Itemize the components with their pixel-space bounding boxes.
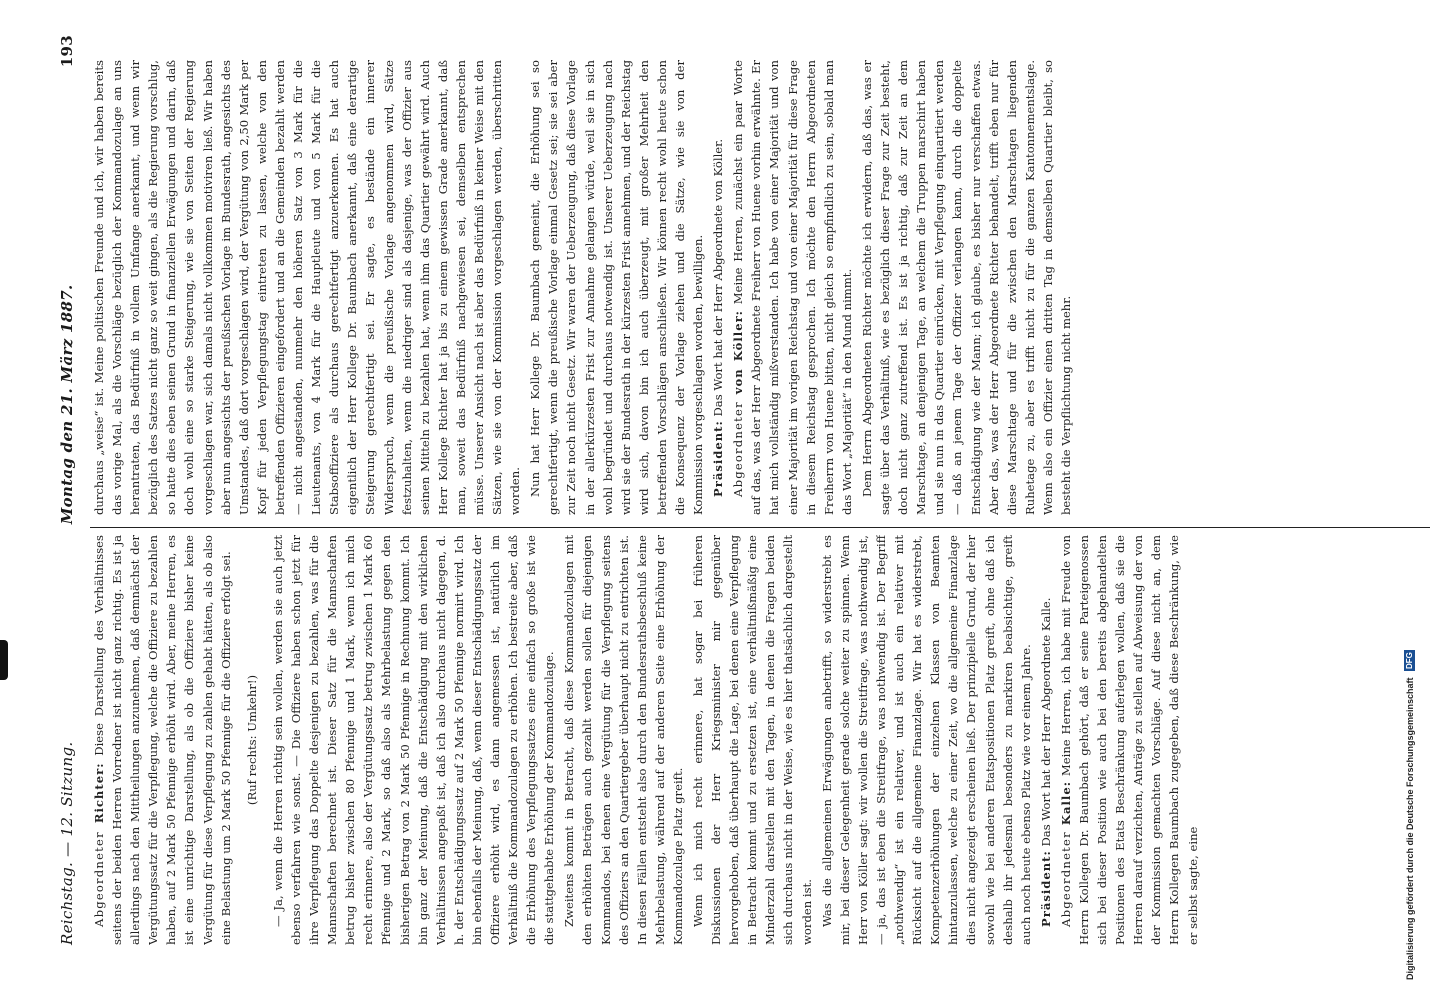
digitization-text: Digitalisierung gefördert durch die Deutsche Forschungsgemeinschaft <box>1405 677 1415 980</box>
speaker-name: von Köller: <box>731 310 746 395</box>
paragraph: Was die allgemeinen Erwägungen anbetrifft, so widerstrebt es mir, bei dieser Gelegenheit gerade solche weiter zu spinnen. Wenn Herr von Köller sagt: wir wollen die Streitfrage, was nothwendig ist, — ja, das ist eben die Streitfrage, was nothwendig ist. Der Begriff „nothwendig“ ist ein relativer, und ist auch ein relativer mit Rücksicht auf die allgemeine Finanzlage. Wir hat es widerstrebt, Kompetenzerhöhungen der einzelnen Klassen von Beamten hintanzulassen, welche zu einer Zeit, wo die allgemeine Finanzlage dies nicht angezeigt erscheinen ließ. Der prinzipielle Grund, der hier sowohl wie bei anderen Etatspositionen Platz greift, ohne daß ich deshalb ihr jedesmal besonders zu markiren beabsichtige, greift auch noch heute ebenso Platz wie vor einem Jahre. <box>819 535 1033 945</box>
speaker-name: Präsident: <box>1038 850 1053 927</box>
right-column <box>90 60 1432 515</box>
page-header <box>58 35 82 945</box>
speaker-prefix: Abgeordneter <box>731 394 746 497</box>
speaker-name: Präsident: <box>711 420 726 497</box>
scan-edge-mark <box>0 640 8 680</box>
speaker-paragraph <box>1037 535 1055 945</box>
speech-text: Meine Herren, ich habe mit Freude von Herrn Kollegen Dr. Baumbach gehört, daß er seine Parteigenossen sich bei dieser Position wie auch bei den bereits abgehandelten Positionen des Etats Beschränkung auferlegen wollen, daß sie die Herren darauf verzichten, Anträge zu stellen auf Abweisung der von der Kommission gemachten Vorschläge. Auf diese nicht an, dem Herrn Kollegen Baumbach zugegeben, daß diese Beschränkung, wie er selbst sagte, eine <box>1058 535 1200 945</box>
header-date: Montag den 21. März 1887. <box>58 284 76 525</box>
speech-text: Diese Darstellung des Verhältnisses seitens der beiden Herren Vorredner ist nicht ganz richtig. Es ist ja allerdings nach den Mittheilungen anzunehmen, daß demnächst der Vergütungssatz für die Verpflegung, welche die Offiziere zu bezahlen haben, auf 2 Mark 50 Pfennige erhöht wird. Aber, meine Herren, es ist eine unrichtige Darstellung, als ob die Offiziere bisher keine Vergütung für diese Verpflegung zu zahlen gehabt hätten, als ob also eine Belastung um 2 Mark 50 Pfennige für die Offiziere erfolgt sei. <box>92 535 233 945</box>
header-left: Reichstag. — 12. Sitzung. <box>58 741 76 945</box>
column-divider <box>90 527 1430 528</box>
interjection: (Ruf rechts: Umkehr!) <box>244 674 259 806</box>
paragraph: durchaus „weise“ ist. Meine politischen Freunde und ich, wir haben bereits das vorige Mal, als die Vorschläge bezüglich der Kommandozulage an uns herantraten, das Bedürfniß in vollem Umfange anerkannt, und wenn wir bezüglich des Satzes nicht ganz so weit gingen, als die Regierung vorschlug, so hatte dies eben seinen Grund in finanziellen Erwägungen und darin, daß doch wohl eine so starke Steigerung, wie sie von Seiten der Regierung vorgeschlagen war, sich damals nicht vollkommen motiviren ließ. Wir haben aber nun angesichts der preußischen Vorlage im Bundesrath, angesichts des Umstandes, daß dort vorgeschlagen wird, der Vergütung von 2,50 Mark per Kopf für jeden Verpflegungstag eintreten zu lassen, welche von den betreffenden Offizieren eingefordert und an die Gemeinden bezahlt werden — nicht angestanden, nunmehr den höheren Satz von 3 Mark für die Lieutenants, von 4 Mark für die Hauptleute und von 5 Mark für die Stabsoffiziere als durchaus gerechtfertigt anzuerkennen. Es hat auch eigentlich der Herr Kollege Dr. Baumbach anerkannt, daß eine derartige Steigerung gerechtfertigt sei. Er sagte, es bestände ein innerer Widerspruch, wenn die preußische Vorlage angenommen wird, Sätze festzuhalten, wenn die niedriger sind als dasjenige, was der Offizier aus seinen Mitteln zu bezahlen hat, wenn ihm das Quartier gewährt wird. Auch Herr Kollege Richter hat ja bis zu einem gewissen Grade anerkannt, daß man, soweit das Bedürfniß nachgewiesen sei, demselben entsprechen müsse. Unserer Ansicht nach ist aber das Bedürfniß in keiner Weise mit den Sätzen, wie sie von der Kommission vorgeschlagen werden, überschritten worden. <box>92 60 523 515</box>
speech-text: Das Wort hat der Herr Abgeordnete von Köller. <box>711 138 726 421</box>
speaker-paragraph <box>90 535 235 945</box>
speech-text: Meine Herren, zunächst ein paar Worte auf das, was der Herr Abgeordnete Freiherr von Huene vorhin erwähnte. Er hat mich vollständig mißverstanden. Ich habe von einer Majorität und von einer Majorität im vorigen Reichstag und von einer Majorität für diese Frage in diesem Reichstag gesprochen. Ich möchte den Herrn Abgeordneten Freiherrn von Huene bitten, nicht gleich so empfindlich zu sein, sobald man das Wort „Majorität“ in den Mund nimmt. <box>731 60 854 515</box>
paragraph: Wenn ich mich recht erinnere, hat sogar bei früheren Diskussionen der Herr Kriegsminister mir gegenüber hervorgehoben, daß überhaupt die Lage, bei denen eine Verpflegung in Betracht kommt und zu ersetzen ist, eine verhältnißmäßig eine Minderzahl darstellen mit den Tagen, in denen die Fragen beiden sich durchaus nicht in der Weise, wie es hier thatsächlich dargestellt worden ist. <box>691 535 814 945</box>
page-number: 193 <box>58 35 76 68</box>
speaker-paragraph <box>729 60 856 515</box>
speaker-name: Richter: <box>92 762 106 824</box>
speaker-name: Kalle: <box>1058 781 1073 826</box>
speaker-paragraph <box>709 60 727 515</box>
paragraph: Nun hat Herr Kollege Dr. Baumbach gemeint, die Erhöhung sei so gerechtfertigt, wenn die preußische Vorlage einmal Gesetz sei; sie sei aber zur Zeit noch nicht Gesetz. Wir waren der Ueberzeugung, daß diese Vorlage in der allerkürzesten Frist zur Annahme gelangen würde, weil sie in sich wohl begründet und durchaus notwendig ist. Unserer Ueberzeugung nach wird sie der Bundesrath in der kürzesten Frist annehmen, und der Reichstag wird sich, davon bin ich auch überzeugt, mit großer Mehrheit den betreffenden Vorschlägen anschließen. Wir können recht wohl heute schon die Konsequenz der Vorlage ziehen und die Sätze, wie sie von der Kommission vorgeschlagen worden, bewilligen. <box>528 60 706 515</box>
speech-text: Das Wort hat der Herr Abgeordnete Kalle. <box>1038 597 1053 851</box>
paragraph: Zweitens kommt in Betracht, daß diese Kommandozulagen mit den erhöhten Beträgen auch gezahlt werden sollen für diejenigen Kommandos, bei denen eine Vergütung für die Verpflegung seitens des Offiziers an den Quartiergeber überhaupt nicht zu entrichten ist. In diesen Fällen entsteht also durch den Bundesrathsbeschluß keine Mehrbelastung, während auf der anderen Seite eine Erhöhung der Kommandozulage Platz greift. <box>562 535 685 945</box>
speaker-paragraph <box>1057 535 1202 945</box>
paragraph: — Ja, wenn die Herren richtig sein wollen, werden sie auch jetzt ebenso verfahren wie sonst. — Die Offiziere haben schon jetzt für ihre Verpflegung das Doppelte desjenigen zu bezahlen, was für die Mannschaften berechnet ist. Dieser Satz für die Mannschaften betrug bisher zwischen 80 Pfennige und 1 Mark, wenn ich mich recht erinnere, also der Vergütungssatz betrug zwischen 1 Mark 60 Pfennige und 2 Mark, so daß also als Mehrbelastung gegen den bisherigen Betrag von 2 Mark 50 Pfennige in Rechnung kommt. Ich bin ganz der Meinung, daß die Entschädigung mit den wirklichen Verhältnissen angepaßt ist, daß ich also durchaus nicht dagegen, d. h. der Entschädigungssatz auf 2 Mark 50 Pfennige normirt wird. Ich bin ebenfalls der Meinung, daß, wenn dieser Entschädigungssatz der Offiziere erhöht wird, es dann angemessen ist, natürlich im Verhältniß die Kommandozulagen zu erhöhen. Ich bestreite aber, daß die Erhöhung des Verpflegungssatzes eine einfach so große ist wie die stattgehabte Erhöhung der Kommandozulage. <box>270 535 557 945</box>
dfg-logo: DFG <box>1405 652 1414 669</box>
speaker-prefix: Abgeordneter <box>1058 825 1073 927</box>
digitization-note <box>1404 20 1424 980</box>
speaker-prefix: Abgeordneter <box>92 823 106 927</box>
paragraph: Dem Herrn Abgeordneten Richter möchte ich erwidern, daß das, was er sagte über das Verhältniß, wie es bezüglich dieser Frage zur Zeit besteht, doch nicht ganz zutreffend ist. Es ist ja richtig, daß zur Zeit an dem Marschtage, an denjenigen Tage, an welchem die Truppen marschirt haben und sie nun in das Quartier einrücken, mit Verpflegung einquartiert werden — daß an jenem Tage der Offizier verlangen kann, durch die doppelte Entschädigung wie der Mann; ich glaube, es bisher nur verschaffen etwas. Aber das, was der Herr Abgeordnete Richter behandelt, trifft eben nur für diese Marschtage und für die zwischen den Marschtagen liegenden Ruhetage zu, aber es trifft nicht zu für die ganzen Kantonnementslage. Wenn also ein Offizier einen dritten Tag in demselben Quartier bleibt, so besteht die Verpflichtung nicht mehr. <box>859 60 1073 515</box>
left-column <box>90 535 1432 945</box>
